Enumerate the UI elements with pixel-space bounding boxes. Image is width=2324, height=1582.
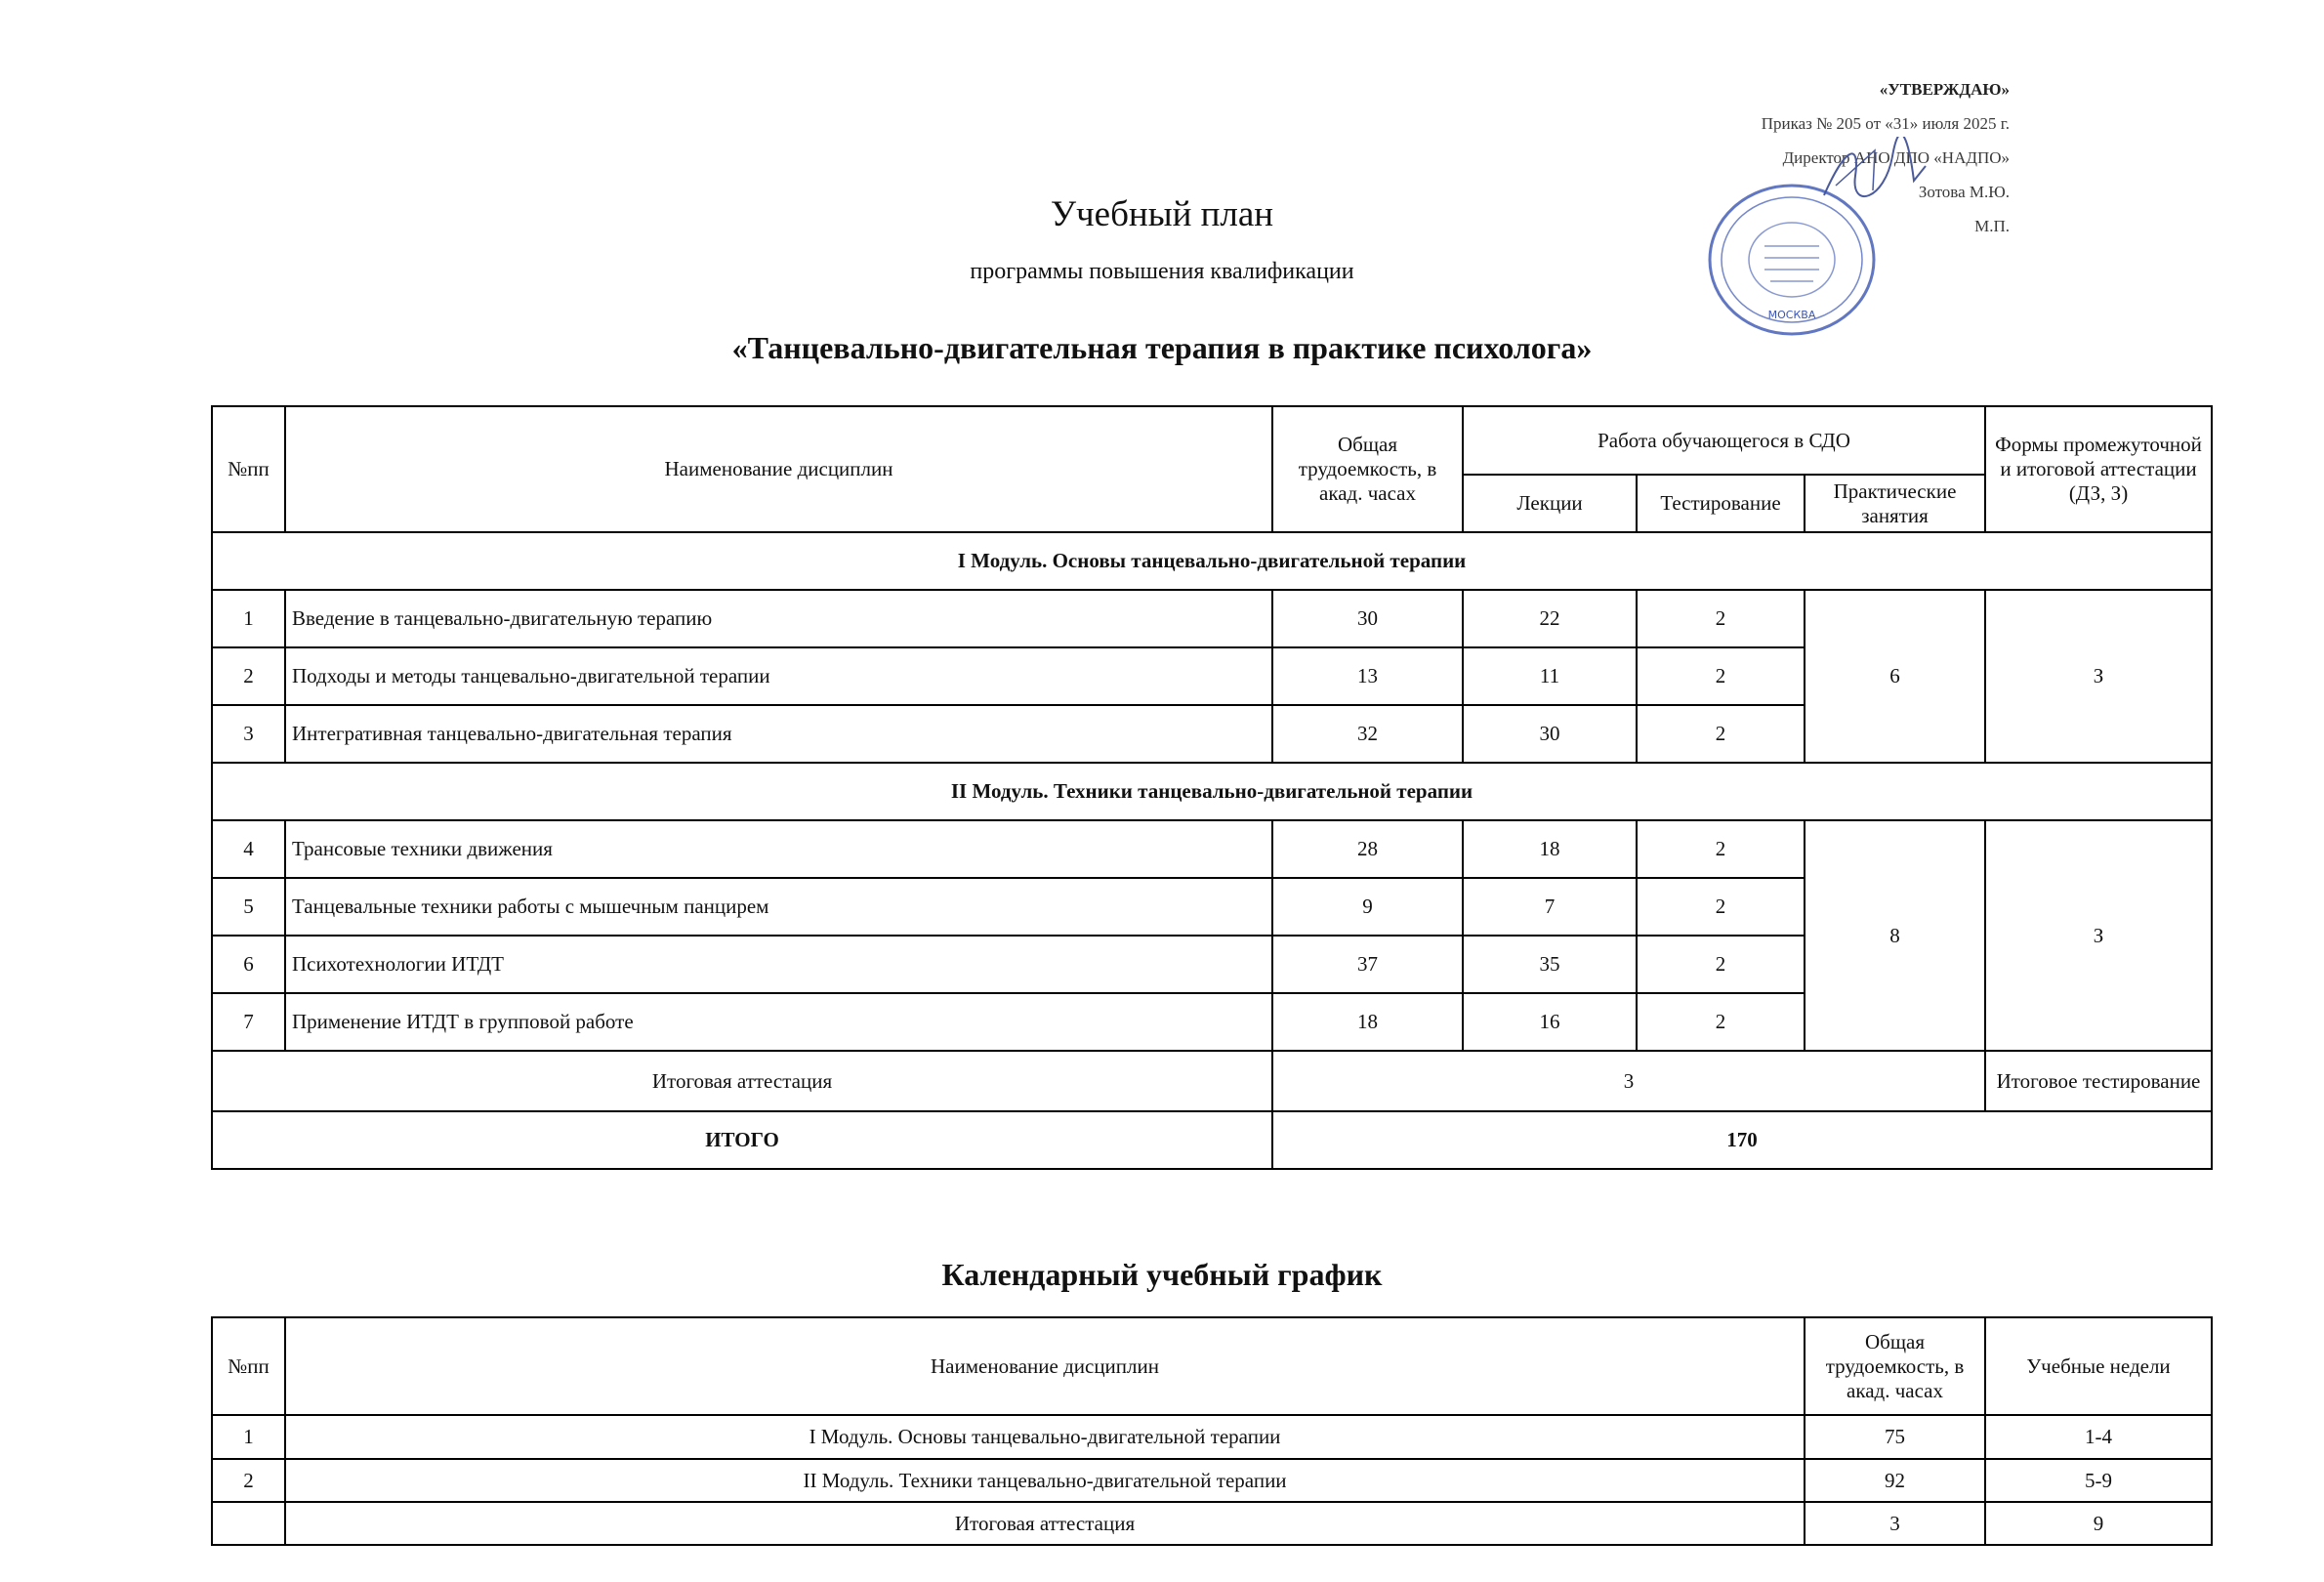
module-row xyxy=(212,763,2212,820)
module-practice: 8 xyxy=(1805,820,1985,1051)
row-testing: 2 xyxy=(1637,590,1805,647)
row-num: 3 xyxy=(212,705,285,763)
header-forms: Формы промежуточной и итоговой аттестации (ДЗ, З) xyxy=(1985,406,2212,532)
row-testing: 2 xyxy=(1637,936,1805,993)
module-row xyxy=(212,532,2212,590)
schedule-weeks: 5-9 xyxy=(1985,1459,2212,1502)
schedule-header-name: Наименование дисциплин xyxy=(285,1317,1805,1415)
row-total: 30 xyxy=(1272,590,1463,647)
row-total: 32 xyxy=(1272,705,1463,763)
module-practice: 6 xyxy=(1805,590,1985,763)
module-title: II Модуль. Техники танцевально-двигательной терапии xyxy=(212,763,2212,820)
schedule-table xyxy=(211,1316,2213,1546)
module-title: I Модуль. Основы танцевально-двигательной терапии xyxy=(212,532,2212,590)
total-label: ИТОГО xyxy=(212,1111,1272,1169)
row-lectures: 18 xyxy=(1463,820,1637,878)
row-name: Применение ИТДТ в групповой работе xyxy=(285,993,1272,1051)
row-testing: 2 xyxy=(1637,878,1805,936)
schedule-total: 92 xyxy=(1805,1459,1985,1502)
approval-name: Зотова М.Ю. xyxy=(1918,183,2010,201)
schedule-header-weeks: Учебные недели xyxy=(1985,1317,2212,1415)
schedule-name: Итоговая аттестация xyxy=(285,1502,1805,1545)
program-name: «Танцевально-двигательная терапия в практике психолога» xyxy=(731,330,1593,365)
final-attestation-row xyxy=(212,1051,2212,1111)
row-name: Интегративная танцевально-двигательная терапия xyxy=(285,705,1272,763)
row-total: 9 xyxy=(1272,878,1463,936)
page-subtitle: программы повышения квалификации xyxy=(970,259,1354,284)
schedule-header-row xyxy=(212,1317,2212,1415)
row-lectures: 35 xyxy=(1463,936,1637,993)
row-total: 37 xyxy=(1272,936,1463,993)
page-title: Учебный план xyxy=(1050,194,1274,234)
row-testing: 2 xyxy=(1637,820,1805,878)
row-num: 2 xyxy=(212,647,285,705)
row-num: 6 xyxy=(212,936,285,993)
schedule-title: Календарный учебный график xyxy=(941,1257,1383,1292)
stamp-text: МОСКВА xyxy=(1767,309,1816,321)
row-lectures: 16 xyxy=(1463,993,1637,1051)
row-lectures: 22 xyxy=(1463,590,1637,647)
row-num: 7 xyxy=(212,993,285,1051)
table-header-row xyxy=(212,406,2212,475)
row-total: 13 xyxy=(1272,647,1463,705)
schedule-row xyxy=(212,1415,2212,1459)
approval-order: Приказ № 205 от «31» июля 2025 г. xyxy=(1761,114,2010,133)
row-name: Танцевальные техники работы с мышечным панцирем xyxy=(285,878,1272,936)
row-name: Подходы и методы танцевально-двигательной терапии xyxy=(285,647,1272,705)
schedule-weeks: 9 xyxy=(1985,1502,2212,1545)
row-name: Психотехнологии ИТДТ xyxy=(285,936,1272,993)
row-name: Трансовые техники движения xyxy=(285,820,1272,878)
schedule-total: 75 xyxy=(1805,1415,1985,1459)
schedule-total: 3 xyxy=(1805,1502,1985,1545)
header-num: №пп xyxy=(212,406,285,532)
schedule-name: I Модуль. Основы танцевально-двигательной терапии xyxy=(285,1415,1805,1459)
final-form: Итоговое тестирование xyxy=(1985,1051,2212,1111)
schedule-header-num: №пп xyxy=(212,1317,285,1415)
row-lectures: 30 xyxy=(1463,705,1637,763)
row-lectures: 7 xyxy=(1463,878,1637,936)
approval-title: «УТВЕРЖДАЮ» xyxy=(1879,80,2010,99)
module-form: З xyxy=(1985,820,2212,1051)
schedule-name: II Модуль. Техники танцевально-двигательной терапии xyxy=(285,1459,1805,1502)
header-total: Общая трудоемкость, в акад. часах xyxy=(1272,406,1463,532)
schedule-num xyxy=(212,1502,285,1545)
row-num: 1 xyxy=(212,590,285,647)
total-hours: 170 xyxy=(1272,1111,2212,1169)
final-label: Итоговая аттестация xyxy=(212,1051,1272,1111)
row-testing: 2 xyxy=(1637,647,1805,705)
row-lectures: 11 xyxy=(1463,647,1637,705)
row-total: 18 xyxy=(1272,993,1463,1051)
row-num: 5 xyxy=(212,878,285,936)
schedule-row xyxy=(212,1502,2212,1545)
approval-director: Директор АНО ДПО «НАДПО» xyxy=(1782,148,2010,167)
schedule-weeks: 1-4 xyxy=(1985,1415,2212,1459)
row-num: 4 xyxy=(212,820,285,878)
schedule-num: 2 xyxy=(212,1459,285,1502)
table-row xyxy=(212,590,2212,647)
schedule-num: 1 xyxy=(212,1415,285,1459)
approval-seal-place: М.П. xyxy=(1974,217,2010,235)
total-row xyxy=(212,1111,2212,1169)
final-hours: 3 xyxy=(1272,1051,1985,1111)
header-practice: Практические занятия xyxy=(1805,475,1985,532)
schedule-header-total: Общая трудоемкость, в акад. часах xyxy=(1805,1317,1985,1415)
header-testing: Тестирование xyxy=(1637,475,1805,532)
header-lectures: Лекции xyxy=(1463,475,1637,532)
curriculum-table xyxy=(211,405,2213,1170)
row-name: Введение в танцевально-двигательную терапию xyxy=(285,590,1272,647)
table-row xyxy=(212,820,2212,878)
row-testing: 2 xyxy=(1637,705,1805,763)
module-form: З xyxy=(1985,590,2212,763)
header-work: Работа обучающегося в СДО xyxy=(1463,406,1985,475)
row-testing: 2 xyxy=(1637,993,1805,1051)
row-total: 28 xyxy=(1272,820,1463,878)
header-name: Наименование дисциплин xyxy=(285,406,1272,532)
schedule-row xyxy=(212,1459,2212,1502)
